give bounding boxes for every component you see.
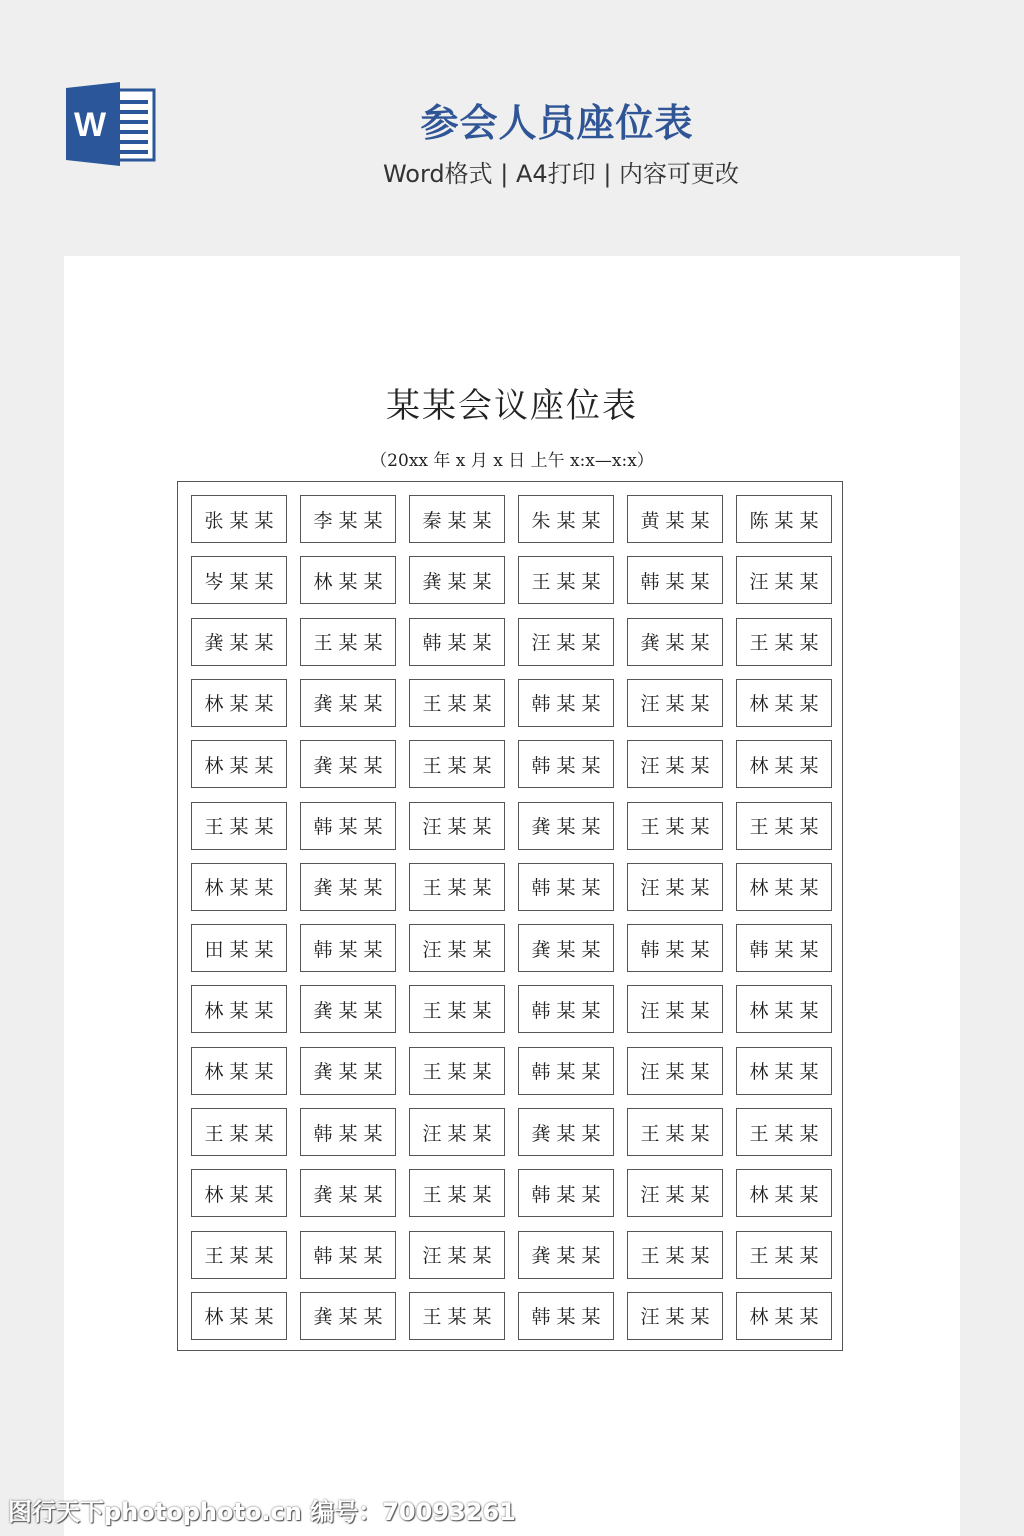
seat-cell: 汪某某: [409, 802, 505, 850]
seat-cell: 王某某: [409, 863, 505, 911]
seat-cell: 韩某某: [409, 618, 505, 666]
seat-cell: 王某某: [191, 1231, 287, 1279]
seat-cell: 林某某: [736, 985, 832, 1033]
seat-cell: 龚某某: [518, 924, 614, 972]
seat-cell: 林某某: [191, 1292, 287, 1340]
seat-cell: 龚某某: [409, 556, 505, 604]
seat-cell: 龚某某: [518, 802, 614, 850]
seat-cell: 王某某: [409, 985, 505, 1033]
seat-grid: [177, 481, 843, 1351]
seat-cell: 龚某某: [300, 1292, 396, 1340]
seat-cell: 王某某: [409, 679, 505, 727]
seat-cell: 林某某: [191, 1169, 287, 1217]
seat-cell: 韩某某: [300, 1231, 396, 1279]
seat-cell: 韩某某: [518, 679, 614, 727]
seat-cell: 朱某某: [518, 495, 614, 543]
seat-cell: 林某某: [736, 1047, 832, 1095]
seat-cell: 韩某某: [300, 924, 396, 972]
seat-cell: 林某某: [191, 740, 287, 788]
seat-cell: 王某某: [191, 802, 287, 850]
seat-cell: 李某某: [300, 495, 396, 543]
seat-cell: 韩某某: [300, 1108, 396, 1156]
seat-cell: 林某某: [191, 985, 287, 1033]
seat-cell: 林某某: [191, 1047, 287, 1095]
seat-cell: 韩某某: [518, 985, 614, 1033]
page-subtitle: Word格式 | A4打印 | 内容可更改: [382, 160, 740, 188]
seat-cell: 王某某: [627, 1108, 723, 1156]
seat-cell: 韩某某: [627, 556, 723, 604]
seat-cell: 汪某某: [627, 985, 723, 1033]
seat-cell: 林某某: [736, 1169, 832, 1217]
seat-cell: 黄某某: [627, 495, 723, 543]
seat-cell: 王某某: [409, 1292, 505, 1340]
seat-cell: 王某某: [518, 556, 614, 604]
document-title: 某某会议座位表: [386, 386, 638, 426]
document-date-line: （20xx 年 x 月 x 日 上午 x:x—x:x）: [370, 451, 654, 471]
seat-cell: 陈某某: [736, 495, 832, 543]
seat-cell: 汪某某: [736, 556, 832, 604]
seat-cell: 王某某: [409, 1169, 505, 1217]
seat-cell: 龚某某: [518, 1231, 614, 1279]
seat-cell: 韩某某: [627, 924, 723, 972]
seat-cell: 林某某: [191, 863, 287, 911]
seat-cell: 韩某某: [518, 1292, 614, 1340]
seat-cell: 韩某某: [518, 1169, 614, 1217]
seat-cell: 韩某某: [518, 863, 614, 911]
seat-cell: 汪某某: [518, 618, 614, 666]
seat-cell: 汪某某: [627, 679, 723, 727]
seat-cell: 王某某: [736, 618, 832, 666]
seat-cell: 龚某某: [300, 1169, 396, 1217]
seat-cell: 韩某某: [518, 1047, 614, 1095]
seat-cell: 汪某某: [627, 1047, 723, 1095]
seat-cell: 韩某某: [736, 924, 832, 972]
seat-cell: 王某某: [409, 740, 505, 788]
seat-cell: 王某某: [191, 1108, 287, 1156]
seat-cell: 王某某: [736, 1231, 832, 1279]
seat-cell: 龚某某: [300, 740, 396, 788]
seat-cell: 王某某: [627, 1231, 723, 1279]
seat-cell: 汪某某: [627, 1169, 723, 1217]
seat-cell: 王某某: [736, 802, 832, 850]
seat-cell: 张某某: [191, 495, 287, 543]
seat-cell: 王某某: [627, 802, 723, 850]
seat-cell: 龚某某: [300, 863, 396, 911]
watermark-text: 图行天下photophoto.cn 编号：70093261: [8, 1498, 516, 1526]
seat-cell: 田某某: [191, 924, 287, 972]
seat-cell: 林某某: [736, 740, 832, 788]
seat-cell: 龚某某: [518, 1108, 614, 1156]
seat-cell: 韩某某: [518, 740, 614, 788]
seat-cell: 汪某某: [627, 1292, 723, 1340]
seat-cell: 岑某某: [191, 556, 287, 604]
seat-cell: 汪某某: [409, 1108, 505, 1156]
seat-cell: 林某某: [736, 679, 832, 727]
page-title: 参会人员座位表: [420, 101, 694, 145]
seat-cell: 龚某某: [627, 618, 723, 666]
seat-cell: 汪某某: [627, 863, 723, 911]
seat-cell: 王某某: [736, 1108, 832, 1156]
seat-cell: 龚某某: [191, 618, 287, 666]
seat-cell: 林某某: [736, 1292, 832, 1340]
seat-cell: 韩某某: [300, 802, 396, 850]
seat-cell: 林某某: [191, 679, 287, 727]
seat-cell: 龚某某: [300, 985, 396, 1033]
word-icon-letter: W: [73, 106, 107, 144]
seat-cell: 王某某: [300, 618, 396, 666]
seat-cell: 汪某某: [409, 924, 505, 972]
seat-cell: 王某某: [409, 1047, 505, 1095]
seat-cell: 龚某某: [300, 679, 396, 727]
seat-cell: 龚某某: [300, 1047, 396, 1095]
seat-cell: 秦某某: [409, 495, 505, 543]
seat-cell: 林某某: [736, 863, 832, 911]
seat-cell: 汪某某: [627, 740, 723, 788]
document-page: [64, 256, 960, 1536]
seat-cell: 汪某某: [409, 1231, 505, 1279]
seat-cell: 林某某: [300, 556, 396, 604]
